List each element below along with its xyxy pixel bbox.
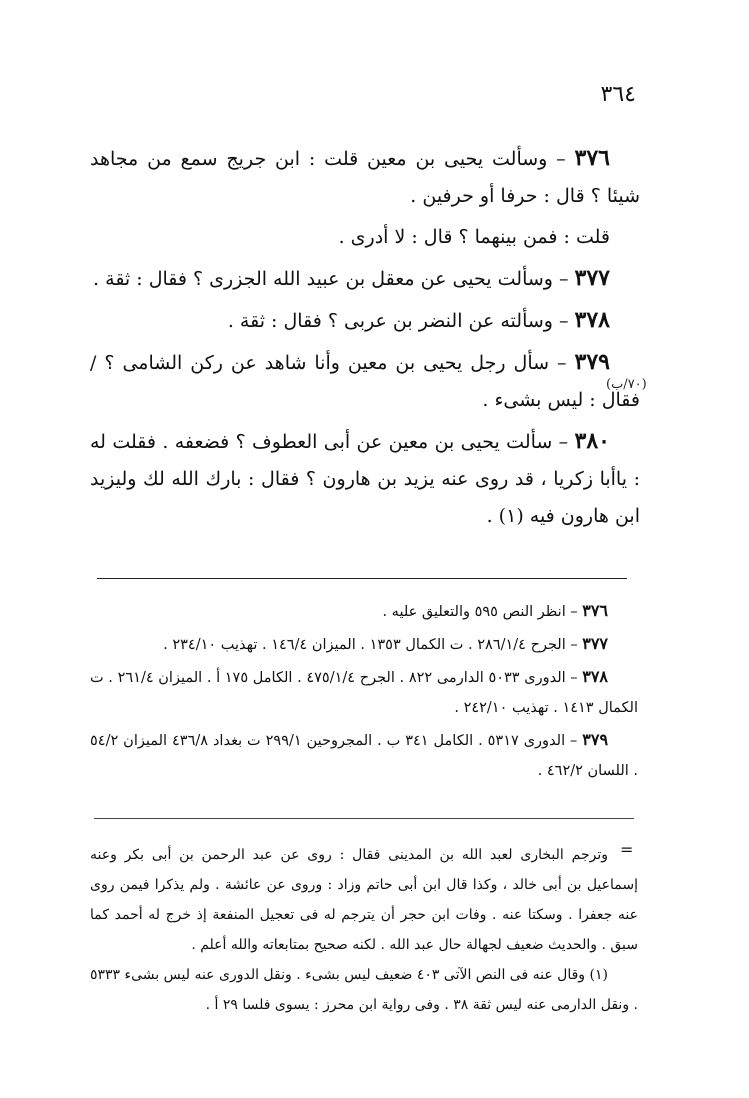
entry-number: ٣٧٨ (574, 307, 610, 333)
note-text: – الدورى ٥٠٣٣ الدارمى ٨٢٢ . الجرح ٤٧٥/١/٤ . الكامل ١٧٥ أ . الميزان ٢٦١/٤ . ت الكمال ١٤١٣ . تهذيب ٢٤٢/١٠ . (90, 670, 638, 716)
entry-text: – وسألته عن النضر بن عربى ؟ فقال : ثقة . (227, 310, 569, 332)
note-number: ٣٧٨ (582, 667, 608, 686)
main-text (90, 140, 640, 539)
comment-paragraph (90, 840, 638, 960)
continuation-marker: = (620, 840, 634, 859)
note-number: ٣٧٧ (582, 634, 608, 653)
note-text: – الجرح ٢٨٦/١/٤ . ت الكمال ١٣٥٣ . الميزان ١٤٦/٤ . تهذيب ٢٣٤/١٠ . (163, 637, 578, 653)
note-number: ٣٧٦ (582, 601, 608, 620)
note-376 (90, 596, 638, 627)
comment-footnote (90, 960, 638, 1020)
entry-text: – سأل رجل يحيى بن معين وأنا شاهد عن ركن الشامى ؟ / فقال : ليس بشىء . (90, 352, 640, 411)
page-number: ٣٦٤ (600, 82, 636, 107)
entry-376-continuation (90, 219, 640, 256)
entry-text: – سألت يحيى بن معين عن أبى العطوف ؟ فضعفه . فقلت له : ياأبا زكريا ، قد روى عنه يزيد بن هارون ؟ فقال : بارك الله لك وليزيد ابن هارون فيه (١) . (90, 431, 640, 527)
entry-378 (90, 302, 640, 340)
entry-377 (90, 260, 640, 298)
entry-number: ٣٧٩ (574, 349, 610, 375)
reference-notes (90, 596, 638, 788)
note-377 (90, 629, 638, 660)
entry-text: قلت : فمن بينهما ؟ قال : لا أدرى . (338, 226, 610, 248)
comment-divider (94, 818, 634, 819)
comment-text: (١) وقال عنه فى النص الآتى ٤٠٣ ضعيف ليس بشىء . ونقل الدورى عنه ليس بشىء ٥٣٣٣ . ونقل الدارمى عنه ليس ثقة ٣٨ . وفى رواية ابن محرز : يسوى فلسا ٢٩ أ . (90, 967, 638, 1013)
margin-note: (٧٠/ب) (606, 377, 647, 392)
footnote-divider (97, 578, 627, 579)
entry-text: – وسألت يحيى بن معين قلت : ابن جريج سمع من مجاهد شيئا ؟ قال : حرفا أو حرفين . (90, 148, 640, 207)
entry-376 (90, 140, 640, 215)
entry-379 (90, 344, 640, 419)
entry-text: – وسألت يحيى عن معقل بن عبيد الله الجزرى ؟ فقال : ثقة . (93, 268, 569, 290)
entry-380 (90, 423, 640, 535)
comment-text: وترجم البخارى لعبد الله بن المدينى فقال : روى عن عبد الرحمن بن أبى بكر وعنه إسماعيل بن أبى خالد ، وكذا قال ابن أبى حاتم وزاد : وروى عن عائشة . ولم يذكرا فيمن روى عنه جعفرا . وسكتا عنه . وفات ابن حجر أن يترجم له فى تعجيل المنفعة إذ خرج له أحمد كما سبق . والحديث ضعيف لجهالة حال عبد الله . لكنه صحيح بمتابعاته والله أعلم . (90, 847, 638, 953)
note-number: ٣٧٩ (582, 730, 609, 749)
entry-number: ٣٨٠ (574, 428, 610, 454)
note-378 (90, 662, 638, 723)
note-text: – انظر النص ٥٩٥ والتعليق عليه . (382, 604, 578, 620)
commentary (90, 840, 638, 1020)
note-379 (90, 725, 638, 786)
note-text: – الدورى ٥٣١٧ . الكامل ٣٤١ ب . المجروحين ٢٩٩/١ ت بغداد ٤٣٦/٨ الميزان ٥٤/٢ . اللسان ٤٦٢/٢ . (90, 733, 638, 779)
entry-number: ٣٧٦ (574, 145, 610, 171)
entry-number: ٣٧٧ (574, 265, 610, 291)
